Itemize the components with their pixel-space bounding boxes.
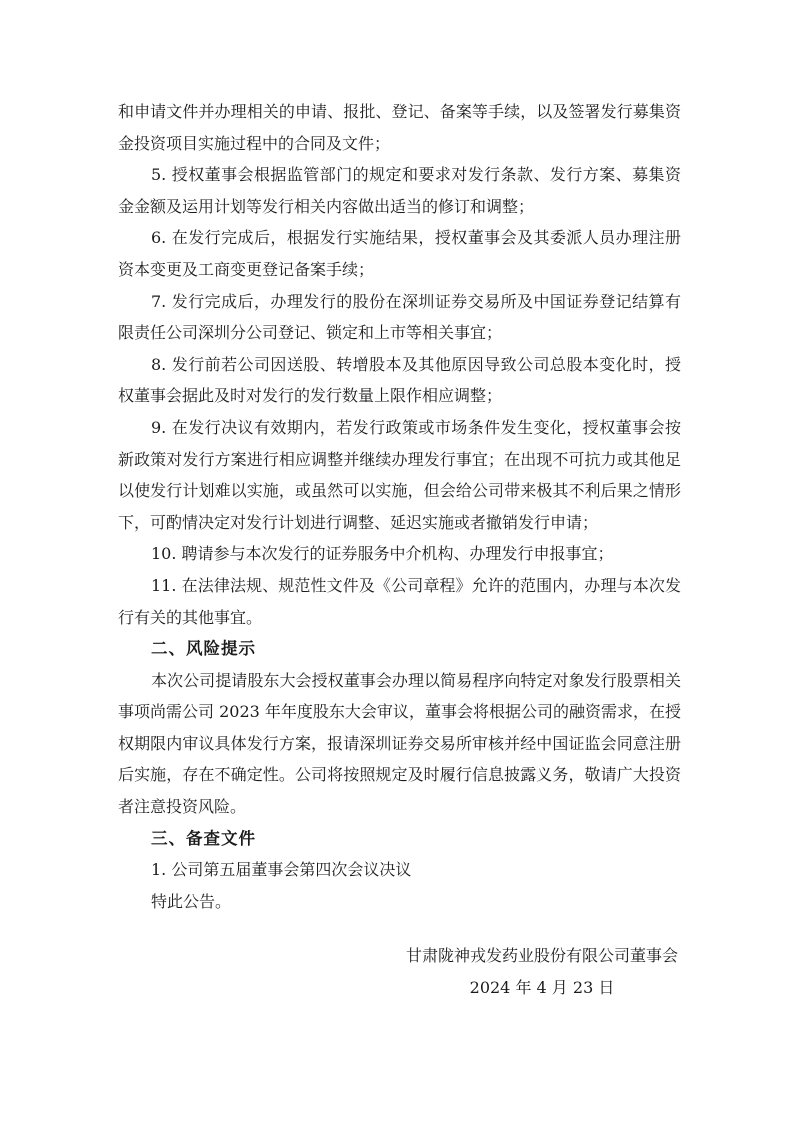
signature-block (406, 940, 678, 1003)
list-item-9: 9. 在发行决议有效期内，若发行政策或市场条件发生变化，授权董事会按新政策对发行方案进行相应调整并继续办理发行事宜；在出现不可抗力或其他足以使发行计划难以实施，或虽然可以实施，但会给公司带来极其不利后果之情形下，可酌情决定对发行计划进行调整、延迟实施或者撤销发行申请； (118, 417, 681, 532)
list-item-10: 10. 聘请参与本次发行的证券服务中介机构、办理发行申报事宜； (151, 544, 614, 564)
signature-date: 2024 年 4 月 23 日 (469, 978, 615, 998)
list-item-6: 6. 在发行完成后，根据发行实施结果，授权董事会及其委派人员办理注册资本变更及工商变更登记备案手续； (118, 228, 681, 279)
list-item-7: 7. 发行完成后，办理发行的股份在深圳证券交易所及中国证券登记结算有限责任公司深圳分公司登记、锁定和上市等相关事宜； (118, 291, 681, 343)
list-item-5: 5. 授权董事会根据监管部门的规定和要求对发行条款、发行方案、募集资金金额及运用计划等发行相关内容做出适当的修订和调整； (118, 165, 681, 216)
section-heading-risk: 二、风险提示 (151, 639, 256, 659)
risk-paragraph: 本次公司提请股东大会授权董事会办理以简易程序向特定对象发行股票相关事项尚需公司 2023 年年度股东大会审议，董事会将根据公司的融资需求，在授权期限内审议具体发行方案，报请深圳证券交易所审核并经中国证监会同意注册后实施，存在不确定性。公司将按照规定及时履行信息披露义务，敬请广大投资者注意投资风险。 (118, 670, 681, 817)
section-heading-reference-documents: 三、备查文件 (151, 828, 256, 848)
document-content (118, 96, 681, 1004)
closing-statement: 特此公告。 (151, 891, 232, 911)
list-item-11: 11. 在法律法规、规范性文件及《公司章程》允许的范围内，办理与本次发行有关的其他事宜。 (118, 575, 681, 627)
signature-company: 甘肃陇神戎发药业股份有限公司董事会 (405, 946, 678, 966)
reference-document-item: 1. 公司第五届董事会第四次会议决议 (151, 860, 412, 880)
list-item-8: 8. 发行前若公司因送股、转增股本及其他原因导致公司总股本变化时，授权董事会据此及时对发行的发行数量上限作相应调整； (118, 354, 681, 406)
paragraph-continuation: 和申请文件并办理相关的申请、报批、登记、备案等手续，以及签署发行募集资金投资项目实施过程中的合同及文件； (118, 102, 681, 153)
